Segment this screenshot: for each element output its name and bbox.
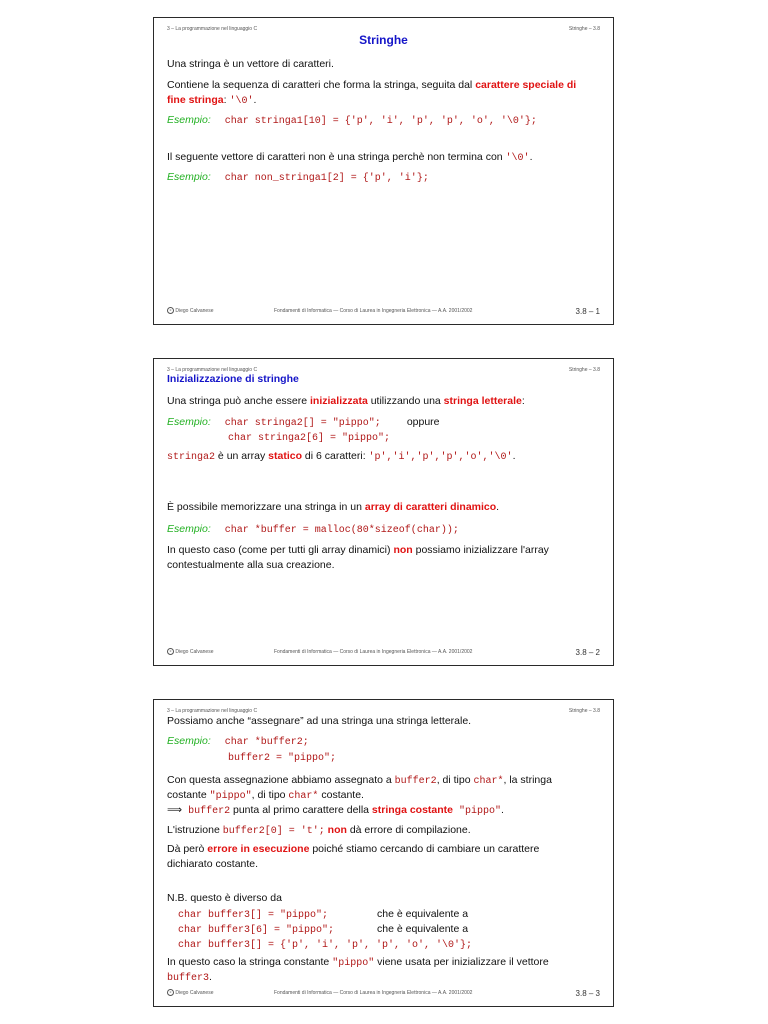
paragraph: dichiarato costante.: [167, 858, 259, 870]
slide-header-chapter: 3 – La programmazione nel linguaggio C: [167, 26, 258, 32]
slide-header-section: Stringhe – 3.8: [568, 367, 600, 373]
paragraph: costante "pippo", di tipo char* costante.: [167, 789, 364, 802]
paragraph: Il seguente vettore di caratteri non è una stringa perchè non termina con '\0'.: [167, 151, 533, 164]
paragraph: In questo caso la stringa constante "pippo" viene usata per inizializzare il vettore: [167, 956, 549, 969]
footer-author: c Diego Calvanese: [167, 307, 213, 314]
example-label: Esempio:: [167, 735, 211, 747]
paragraph: È possibile memorizzare una stringa in un array di caratteri dinamico.: [167, 501, 500, 513]
code-line: char buffer3[] = {'p', 'i', 'p', 'p', 'o', '\0'};: [178, 940, 473, 951]
copyright-icon: c: [167, 989, 174, 996]
paragraph: ⟹ buffer2 punta al primo carattere della stringa costante "pippo".: [167, 804, 504, 817]
paragraph: Con questa assegnazione abbiamo assegnato a buffer2, di tipo char*, la stringa: [167, 774, 552, 787]
paragraph: fine stringa: '\0'.: [167, 94, 257, 107]
example: [167, 170, 429, 186]
footer-author: c Diego Calvanese: [167, 989, 213, 996]
example-label: Esempio:: [167, 523, 211, 535]
slide-header-chapter: 3 – La programmazione nel linguaggio C: [167, 367, 258, 373]
paragraph: Una stringa è un vettore di caratteri.: [167, 58, 334, 70]
code-line: char *buffer = malloc(80*sizeof(char));: [224, 525, 459, 536]
paragraph: che è equivalente a: [377, 923, 469, 935]
copyright-icon: c: [167, 648, 174, 655]
code-line: char *buffer2;: [224, 737, 309, 748]
slide-title: Stringhe: [359, 33, 408, 47]
slide-2: [153, 358, 614, 666]
example: [167, 522, 459, 538]
code-line: char stringa2[6] = "pippo";: [228, 433, 391, 444]
copyright-icon: c: [167, 307, 174, 314]
example-label: Esempio:: [167, 114, 211, 126]
example: [167, 113, 537, 129]
paragraph: Possiamo anche “assegnare” ad una stringa una stringa letterale.: [167, 715, 472, 727]
paragraph: buffer3.: [167, 971, 212, 984]
footer-course: Fondamenti di Informatica — Corso di Laurea in Ingegneria Elettronica — A.A. 2001/2002: [274, 649, 473, 655]
page-number: 3.8 – 1: [575, 307, 600, 316]
code-line: char buffer3[6] = "pippo";: [178, 925, 335, 936]
code-line: char stringa1[10] = {'p', 'i', 'p', 'p', 'o', '\0'};: [224, 116, 537, 127]
footer-course: Fondamenti di Informatica — Corso di Laurea in Ingegneria Elettronica — A.A. 2001/2002: [274, 308, 473, 314]
paragraph: L'istruzione buffer2[0] = 't'; non dà errore di compilazione.: [167, 824, 471, 837]
paragraph: Contiene la sequenza di caratteri che forma la stringa, seguita dal carattere speciale di: [167, 79, 577, 91]
page-number: 3.8 – 2: [575, 648, 600, 657]
paragraph: contestualmente alla sua creazione.: [167, 559, 335, 571]
slide-header-section: Stringhe – 3.8: [568, 708, 600, 714]
paragraph: stringa2 è un array statico di 6 caratteri: 'p','i','p','p','o','\0'.: [167, 450, 516, 463]
code-line: char stringa2[] = "pippo";: [224, 418, 381, 429]
example: Esempio: char stringa2[] = "pippo"; oppure: [167, 416, 440, 429]
footer-author: c Diego Calvanese: [167, 648, 213, 655]
example: [167, 734, 309, 750]
slide-header-section: Stringhe – 3.8: [568, 26, 600, 32]
slide-title: Inizializzazione di stringhe: [167, 373, 299, 385]
paragraph: Una stringa può anche essere inizializzata utilizzando una stringa letterale:: [167, 395, 525, 407]
implies-arrow-icon: ⟹: [167, 804, 183, 816]
example-label: Esempio:: [167, 416, 211, 428]
paragraph: Dà però errore in esecuzione poiché stiamo cercando di cambiare un carattere: [167, 843, 540, 855]
paragraph: N.B. questo è diverso da: [167, 892, 282, 904]
page-number: 3.8 – 3: [575, 989, 600, 998]
code-line: char buffer3[] = "pippo";: [178, 910, 329, 921]
slide-3: [153, 699, 614, 1007]
slide-header-chapter: 3 – La programmazione nel linguaggio C: [167, 708, 258, 714]
paragraph: che è equivalente a: [377, 908, 469, 920]
example-label: Esempio:: [167, 171, 211, 183]
code-line: char non_stringa1[2] = {'p', 'i'};: [224, 173, 429, 184]
footer-course: Fondamenti di Informatica — Corso di Laurea in Ingegneria Elettronica — A.A. 2001/2002: [274, 990, 473, 996]
code-line: buffer2 = "pippo";: [228, 753, 337, 764]
paragraph: In questo caso (come per tutti gli array dinamici) non possiamo inizializzare l'array: [167, 544, 549, 556]
slide-1: [153, 17, 614, 325]
